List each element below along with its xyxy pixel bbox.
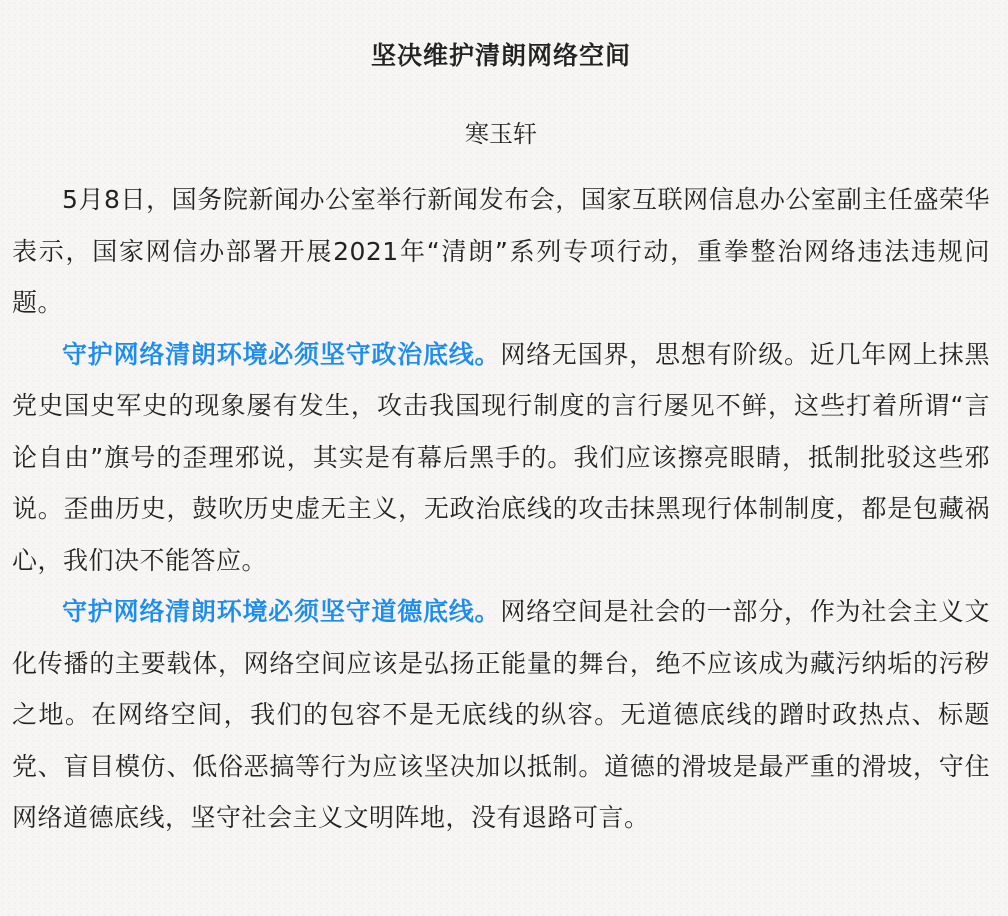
- article-author: 寒玉轩: [465, 120, 537, 148]
- article-content: [12, 174, 990, 844]
- paragraph-3-lead: 守护网络清朗环境必须坚守道德底线。: [62, 597, 501, 626]
- paragraph-3: [12, 586, 990, 844]
- paragraph-1-text: 5月8日，国务院新闻办公室举行新闻发布会，国家互联网信息办公室副主任盛荣华表示，国家网信办部署开展2021年“清朗”系列专项行动，重拳整治网络违法违规问题。: [12, 185, 990, 317]
- paragraph-1: [12, 174, 990, 329]
- paragraph-2-text: 网络无国界，思想有阶级。近几年网上抹黑党史国史军史的现象屡有发生，攻击我国现行制度的言行屡见不鲜，这些打着所谓“言论自由”旗号的歪理邪说，其实是有幕后黑手的。我们应该擦亮眼睛，抵制批驳这些邪说。歪曲历史，鼓吹历史虚无主义，无政治底线的攻击抹黑现行体制制度，都是包藏祸心，我们决不能答应。: [12, 339, 990, 575]
- paragraph-3-text: 网络空间是社会的一部分，作为社会主义文化传播的主要载体，网络空间应该是弘扬正能量的舞台，绝不应该成为藏污纳垢的污秽之地。在网络空间，我们的包容不是无底线的纵容。无道德底线的蹭时政热点、标题党、盲目模仿、低俗恶搞等行为应该坚决加以抵制。道德的滑坡是最严重的滑坡，守住网络道德底线，坚守社会主义文明阵地，没有退路可言。: [12, 597, 990, 832]
- paragraph-2: [12, 329, 990, 587]
- article-title: 坚决维护清朗网络空间: [370, 41, 631, 70]
- paragraph-2-lead: 守护网络清朗环境必须坚守政治底线。: [62, 339, 501, 369]
